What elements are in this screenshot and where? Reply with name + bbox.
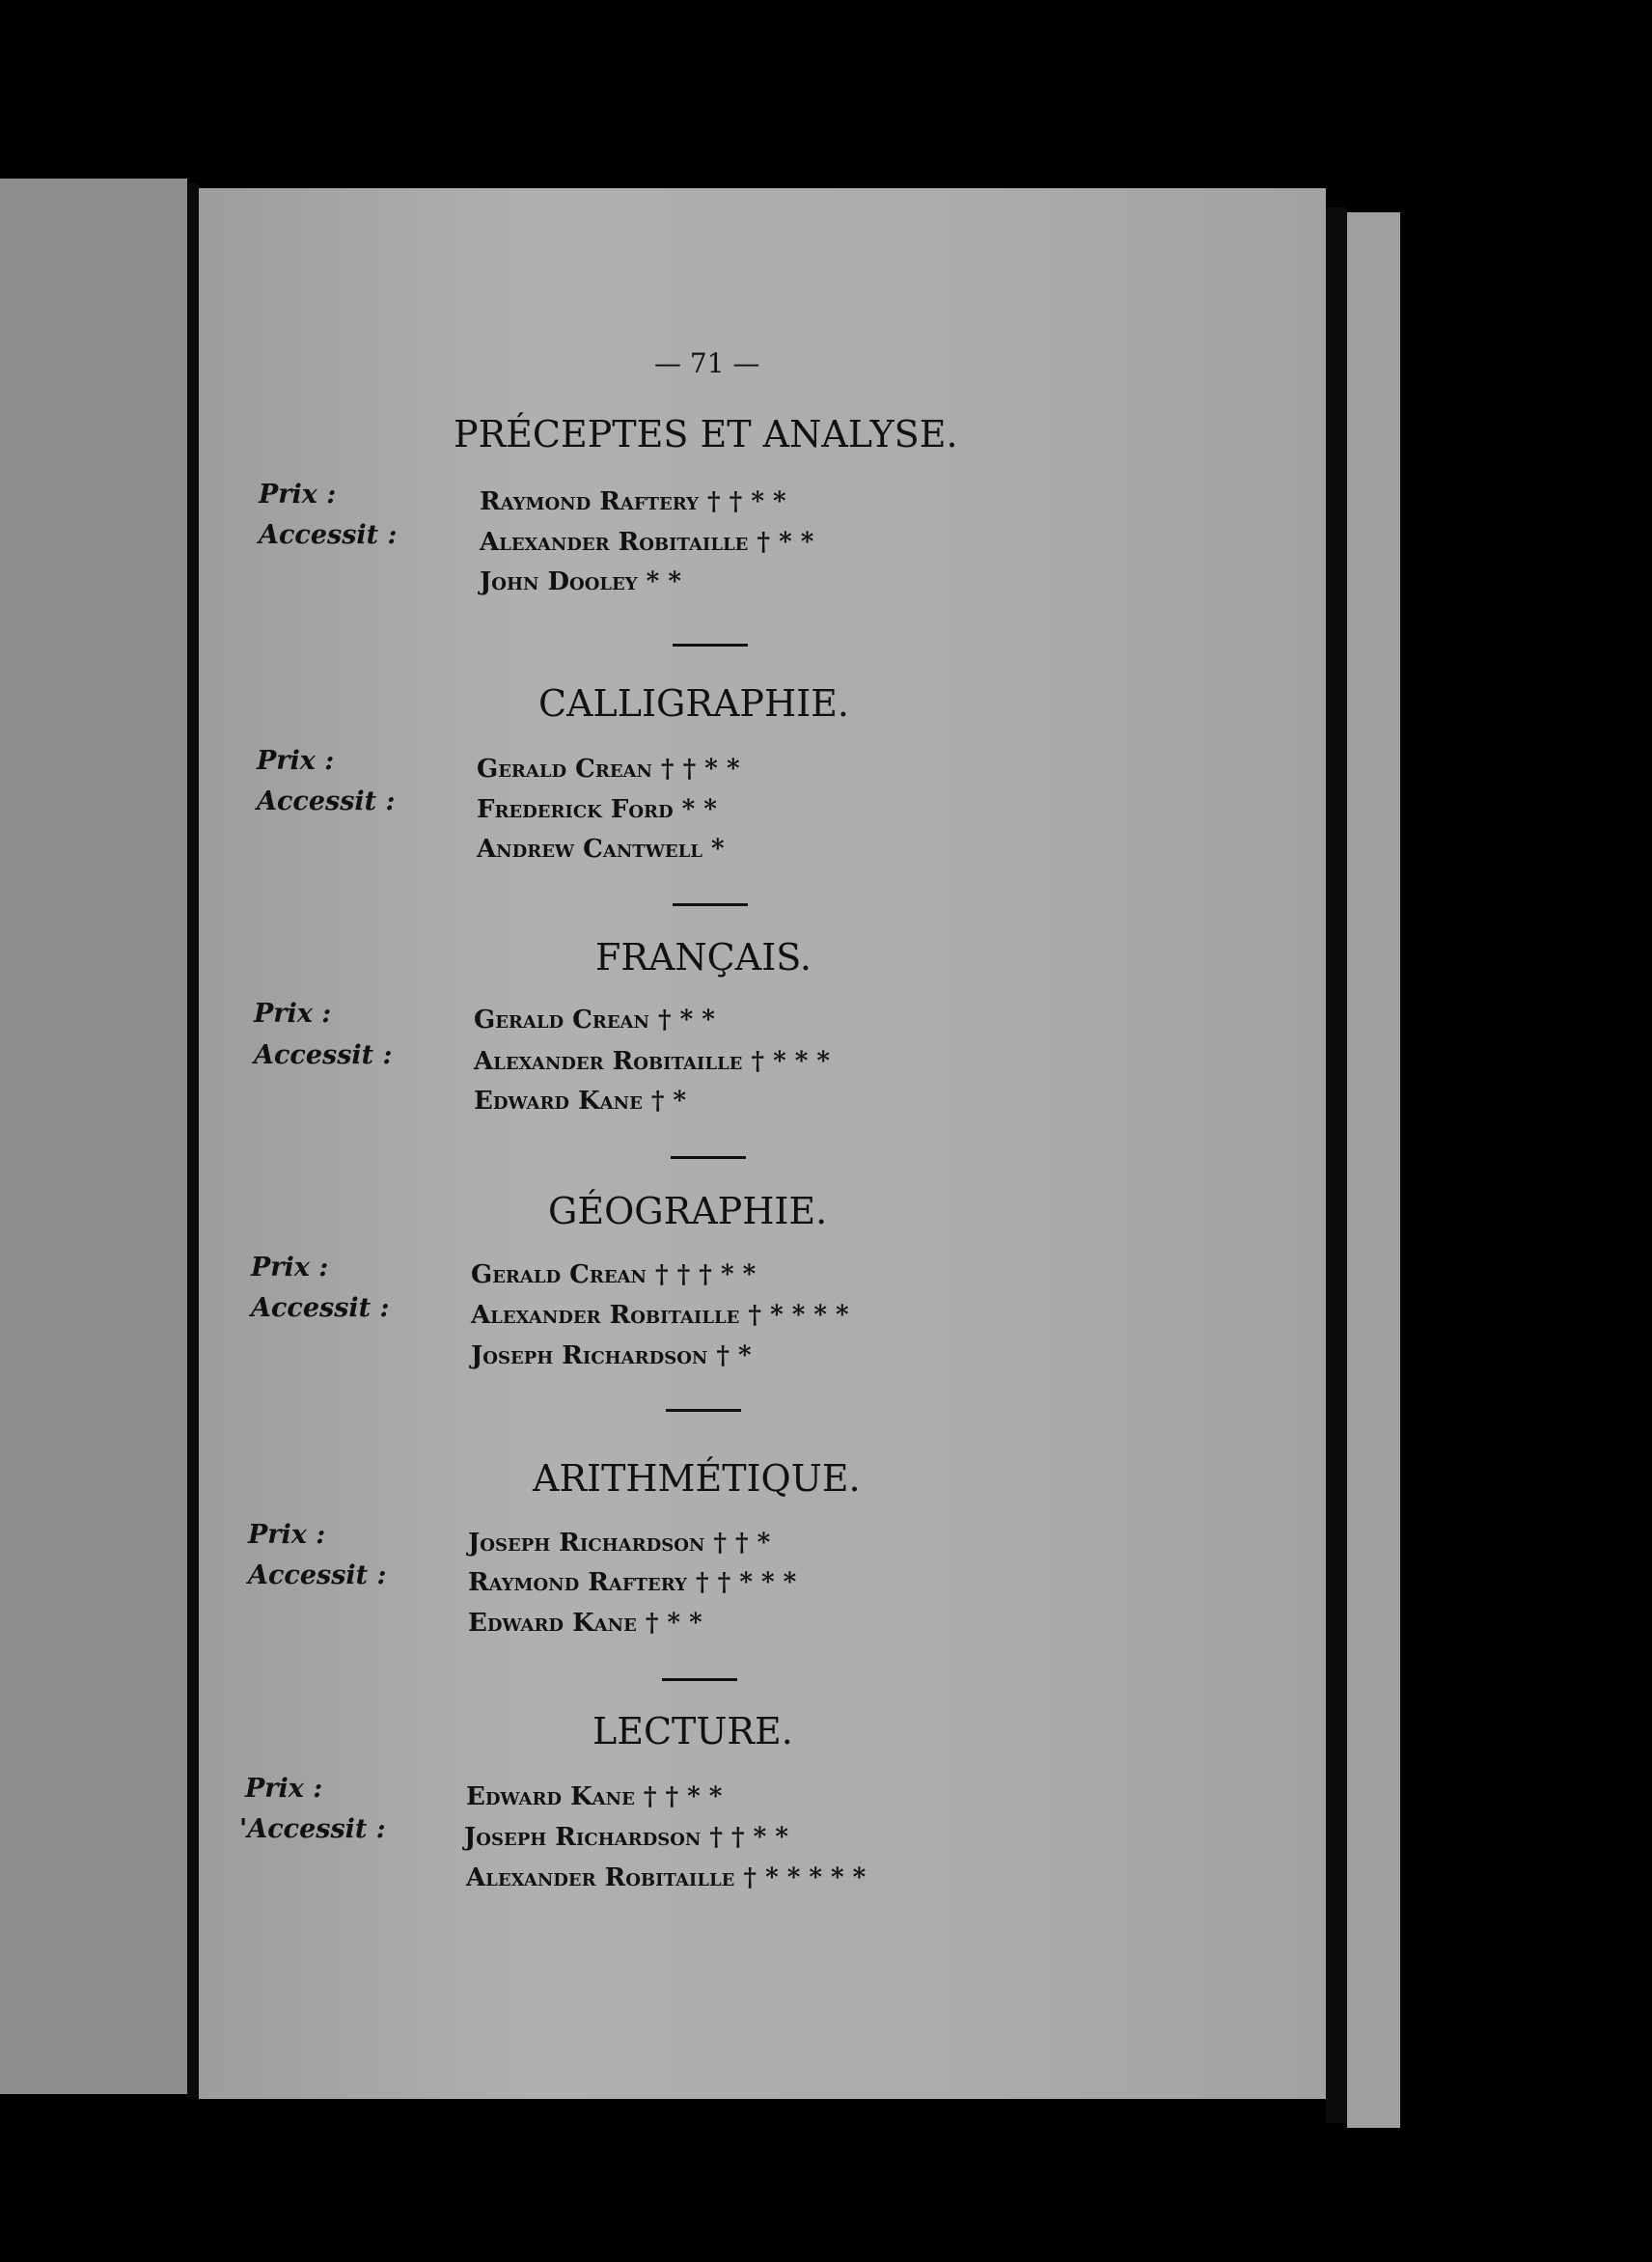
accessit-entry: Alexander Robitaille † * * bbox=[480, 528, 814, 557]
accessit-entry: Frederick Ford * * bbox=[477, 795, 717, 824]
next-page-strip bbox=[1347, 212, 1400, 2128]
accessit-entry: Alexander Robitaille † * * * * bbox=[471, 1301, 849, 1330]
accessit-label: Accessit : bbox=[257, 786, 396, 816]
accessit-entry: Edward Kane † * * bbox=[468, 1609, 702, 1638]
accessit-entry: Joseph Richardson † † * * bbox=[464, 1823, 788, 1852]
prize-winner: Raymond Raftery † † * * bbox=[480, 487, 786, 516]
accessit-entry: Joseph Richardson † * bbox=[471, 1341, 752, 1370]
accessit-entry: Edward Kane † * bbox=[474, 1087, 687, 1116]
prize-winner: Gerald Crean † † † * * bbox=[471, 1260, 757, 1289]
prix-label: Prix : bbox=[259, 480, 337, 510]
book-gutter bbox=[187, 183, 199, 2099]
prix-label: Prix : bbox=[248, 1520, 326, 1550]
accessit-label: Accessit : bbox=[248, 1560, 387, 1590]
prize-winner: Gerald Crean † * * bbox=[474, 1006, 715, 1034]
section-title-calligraphie: CALLIGRAPHIE. bbox=[538, 682, 849, 725]
accessit-entry: Raymond Raftery † † * * * bbox=[468, 1568, 797, 1597]
section-divider bbox=[662, 1678, 737, 1681]
accessit-entry: John Dooley * * bbox=[480, 567, 681, 596]
section-divider bbox=[666, 1409, 741, 1412]
accessit-entry: Andrew Cantwell * bbox=[477, 835, 725, 864]
section-title-lecture: LECTURE. bbox=[592, 1710, 793, 1752]
section-divider bbox=[671, 1156, 746, 1159]
accessit-entry: Alexander Robitaille † * * * * * bbox=[466, 1863, 867, 1892]
prize-winner: Edward Kane † † * * bbox=[466, 1782, 723, 1811]
prix-label: Prix : bbox=[251, 1253, 329, 1283]
prix-label: Prix : bbox=[245, 1774, 323, 1804]
prize-winner: Gerald Crean † † * * bbox=[477, 755, 740, 784]
left-page-edge bbox=[0, 179, 187, 2094]
section-divider bbox=[673, 644, 748, 647]
page bbox=[199, 188, 1326, 2099]
prix-label: Prix : bbox=[257, 746, 335, 776]
page-right-edge bbox=[1326, 207, 1347, 2123]
page-number: — 71 — bbox=[654, 347, 760, 379]
section-title-preceptes: PRÉCEPTES ET ANALYSE. bbox=[454, 413, 958, 455]
accessit-label: Accessit : bbox=[259, 520, 398, 550]
prize-winner: Joseph Richardson † † * bbox=[468, 1529, 771, 1558]
accessit-label: Accessit : bbox=[254, 1040, 393, 1070]
prix-label: Prix : bbox=[254, 999, 332, 1029]
section-title-geographie: GÉOGRAPHIE. bbox=[548, 1190, 828, 1232]
section-title-arithmetique: ARITHMÉTIQUE. bbox=[533, 1457, 861, 1500]
accessit-label: Accessit : bbox=[251, 1293, 390, 1323]
section-divider bbox=[673, 903, 748, 906]
accessit-label: 'Accessit : bbox=[239, 1814, 386, 1844]
accessit-entry: Alexander Robitaille † * * * bbox=[474, 1047, 830, 1076]
section-title-francais: FRANÇAIS. bbox=[595, 936, 812, 979]
